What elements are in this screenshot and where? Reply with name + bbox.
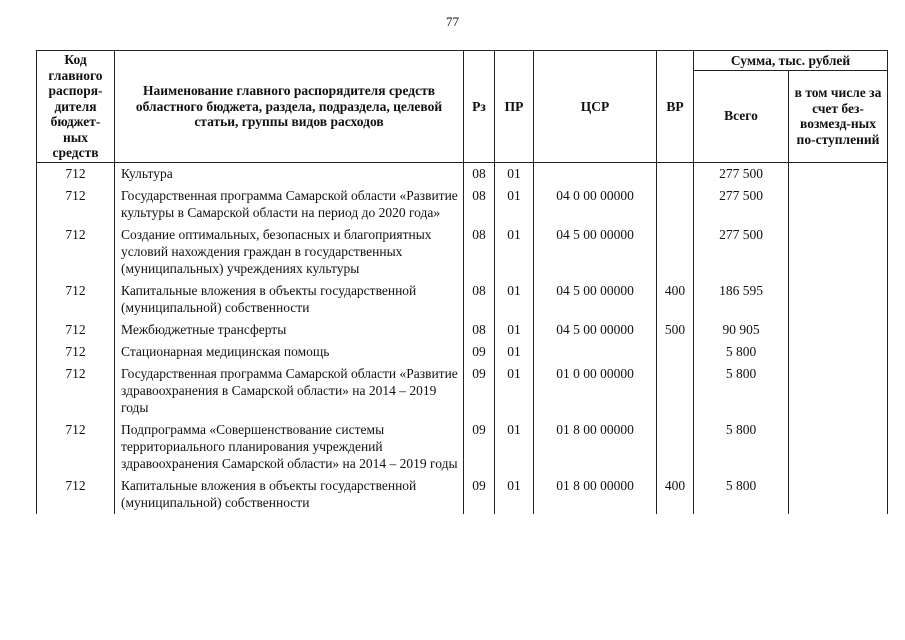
- cell-total: 5 800: [694, 419, 789, 475]
- cell-vr: 400: [657, 475, 694, 514]
- cell-name: Подпрограмма «Совершенствование системы территориального планирования учреждений здравоохранения Самарской области» на 2014 – 2019 годы: [115, 419, 464, 475]
- cell-code: 712: [37, 185, 115, 224]
- cell-code: 712: [37, 363, 115, 419]
- table-row: [37, 475, 888, 514]
- cell-name: Стационарная медицинская помощь: [115, 341, 464, 363]
- cell-code: 712: [37, 319, 115, 341]
- cell-free: [789, 185, 888, 224]
- cell-name: Государственная программа Самарской области «Развитие культуры в Самарской области на период до 2020 года»: [115, 185, 464, 224]
- cell-csr: 01 8 00 00000: [534, 475, 657, 514]
- cell-rz: 08: [464, 162, 495, 185]
- cell-rz: 08: [464, 185, 495, 224]
- cell-free: [789, 319, 888, 341]
- cell-pr: 01: [495, 475, 534, 514]
- header-pr: ПР: [495, 51, 534, 163]
- cell-free: [789, 475, 888, 514]
- header-sum-group: Сумма, тыс. рублей: [694, 51, 888, 71]
- cell-csr: [534, 162, 657, 185]
- header-vr: ВР: [657, 51, 694, 163]
- cell-free: [789, 162, 888, 185]
- table-row: [37, 419, 888, 475]
- cell-vr: [657, 162, 694, 185]
- table-row: [37, 280, 888, 319]
- cell-pr: 01: [495, 341, 534, 363]
- cell-vr: [657, 341, 694, 363]
- cell-total: 90 905: [694, 319, 789, 341]
- cell-total: 5 800: [694, 363, 789, 419]
- cell-pr: 01: [495, 280, 534, 319]
- cell-rz: 09: [464, 363, 495, 419]
- cell-name: Создание оптимальных, безопасных и благоприятных условий нахождения граждан в государственных (муниципальных) учреждениях культуры: [115, 224, 464, 280]
- header-csr: ЦСР: [534, 51, 657, 163]
- cell-vr: [657, 224, 694, 280]
- cell-name: Межбюджетные трансферты: [115, 319, 464, 341]
- cell-free: [789, 341, 888, 363]
- cell-code: 712: [37, 341, 115, 363]
- cell-free: [789, 224, 888, 280]
- budget-table: [36, 50, 888, 514]
- cell-total: 277 500: [694, 185, 789, 224]
- cell-pr: 01: [495, 419, 534, 475]
- header-name: Наименование главного распорядителя средств областного бюджета, раздела, подраздела, целевой статьи, группы видов расходов: [115, 51, 464, 163]
- cell-free: [789, 280, 888, 319]
- cell-code: 712: [37, 162, 115, 185]
- cell-free: [789, 363, 888, 419]
- cell-rz: 09: [464, 341, 495, 363]
- cell-code: 712: [37, 280, 115, 319]
- cell-csr: 04 5 00 00000: [534, 319, 657, 341]
- cell-total: 5 800: [694, 341, 789, 363]
- cell-vr: 400: [657, 280, 694, 319]
- table-row: [37, 185, 888, 224]
- cell-name: Капитальные вложения в объекты государственной (муниципальной) собственности: [115, 475, 464, 514]
- cell-vr: [657, 419, 694, 475]
- cell-rz: 09: [464, 419, 495, 475]
- cell-pr: 01: [495, 319, 534, 341]
- cell-total: 186 595: [694, 280, 789, 319]
- cell-vr: [657, 185, 694, 224]
- cell-code: 712: [37, 224, 115, 280]
- header-total: Всего: [694, 70, 789, 162]
- cell-vr: 500: [657, 319, 694, 341]
- header-free: в том числе за счет без-возмезд-ных по-ступлений: [789, 70, 888, 162]
- cell-rz: 08: [464, 224, 495, 280]
- cell-name: Культура: [115, 162, 464, 185]
- cell-csr: 04 5 00 00000: [534, 280, 657, 319]
- cell-rz: 08: [464, 319, 495, 341]
- table-header: [37, 51, 888, 163]
- cell-pr: 01: [495, 363, 534, 419]
- cell-total: 277 500: [694, 162, 789, 185]
- table-row: [37, 319, 888, 341]
- page-number: 77: [446, 14, 459, 29]
- cell-free: [789, 419, 888, 475]
- cell-name: Капитальные вложения в объекты государственной (муниципальной) собственности: [115, 280, 464, 319]
- header-rz: Рз: [464, 51, 495, 163]
- table-row: [37, 341, 888, 363]
- header-code: Код главного распоря-дителя бюджет-ных средств: [37, 51, 115, 163]
- table-row: [37, 363, 888, 419]
- cell-csr: 01 0 00 00000: [534, 363, 657, 419]
- cell-csr: 01 8 00 00000: [534, 419, 657, 475]
- cell-name: Государственная программа Самарской области «Развитие здравоохранения в Самарской области» на 2014 – 2019 годы: [115, 363, 464, 419]
- cell-csr: [534, 341, 657, 363]
- table-row: [37, 224, 888, 280]
- cell-rz: 08: [464, 280, 495, 319]
- table-row: [37, 162, 888, 185]
- cell-pr: 01: [495, 185, 534, 224]
- cell-rz: 09: [464, 475, 495, 514]
- cell-pr: 01: [495, 224, 534, 280]
- cell-vr: [657, 363, 694, 419]
- cell-code: 712: [37, 419, 115, 475]
- cell-total: 5 800: [694, 475, 789, 514]
- cell-code: 712: [37, 475, 115, 514]
- cell-csr: 04 5 00 00000: [534, 224, 657, 280]
- cell-pr: 01: [495, 162, 534, 185]
- cell-csr: 04 0 00 00000: [534, 185, 657, 224]
- cell-total: 277 500: [694, 224, 789, 280]
- table-body: [37, 162, 888, 514]
